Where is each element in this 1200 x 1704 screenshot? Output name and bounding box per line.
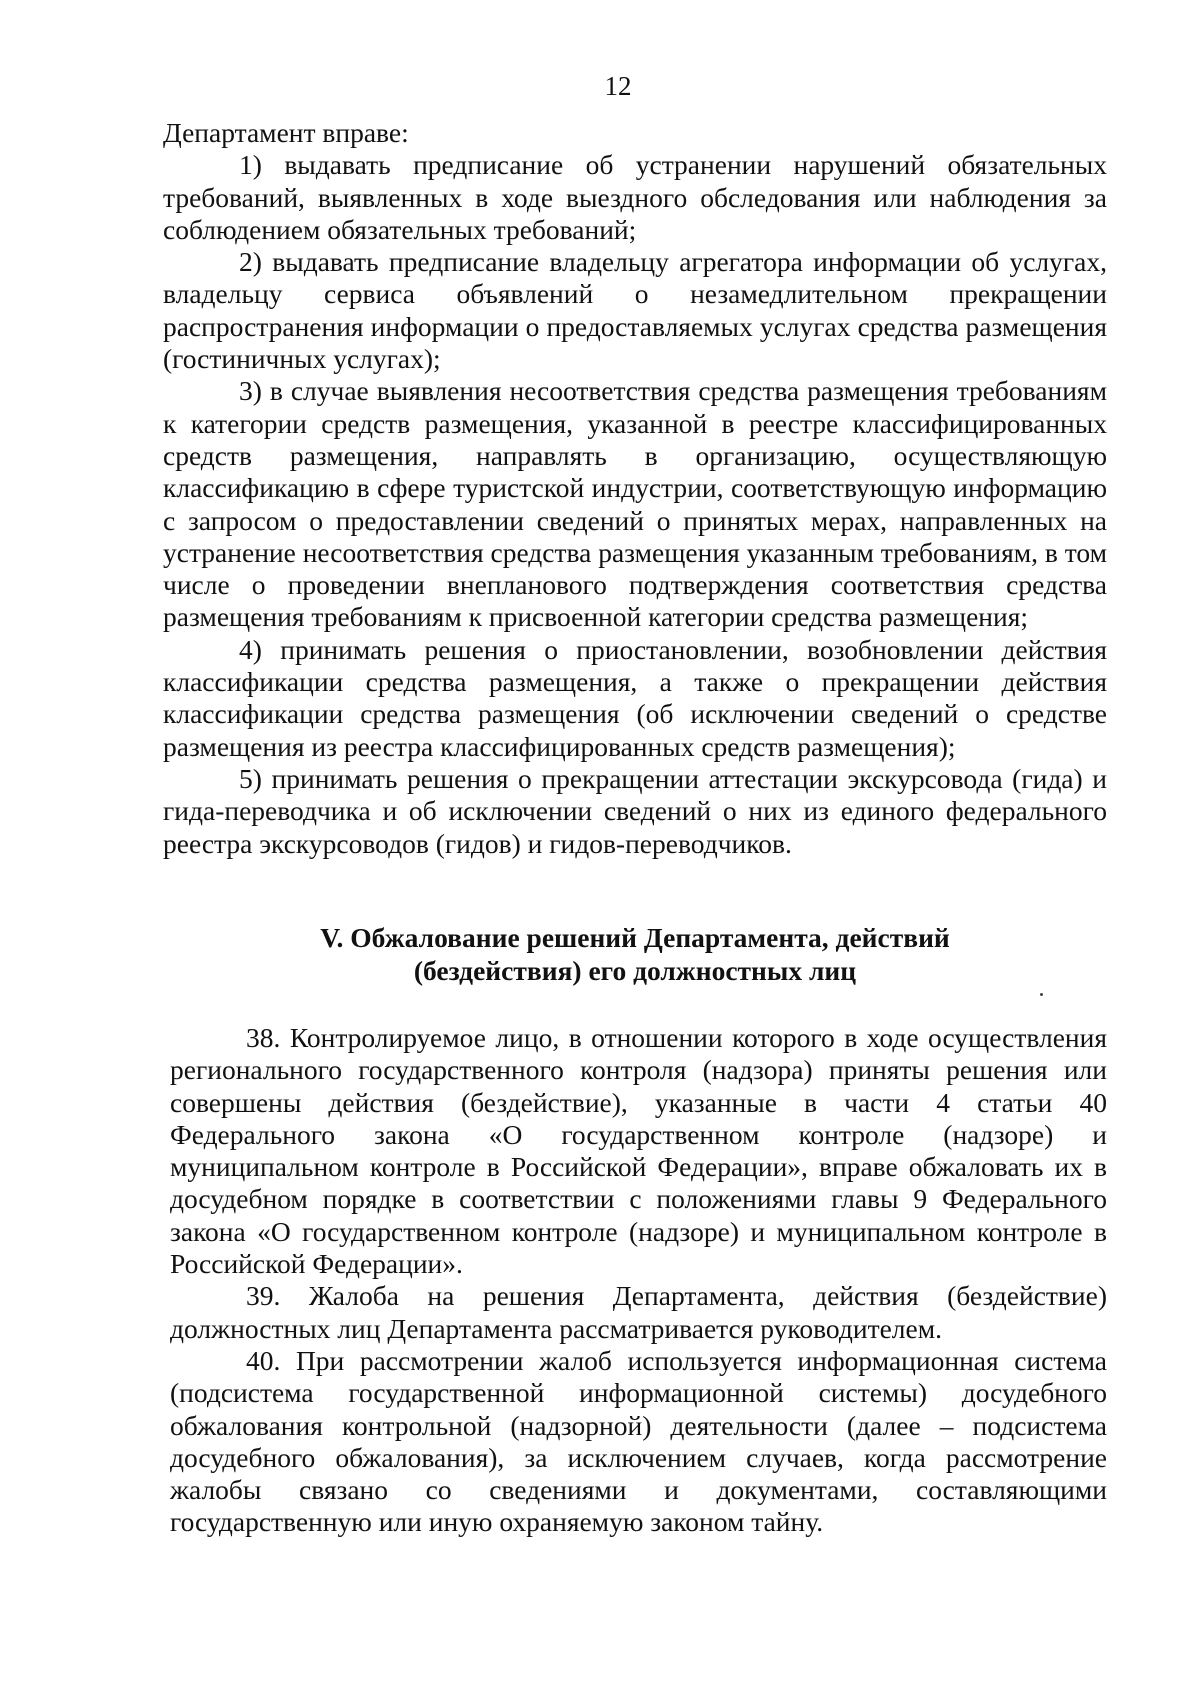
powers-intro: Департамент вправе:: [163, 117, 409, 148]
power-item-2: 2) выдавать предписание владельцу агрегатора информации об услугах, владельцу сервиса объявлений о незамедлительном прекращении распространения информации о предоставляемых услугах средства размещения (гостиничных услугах);: [163, 246, 1107, 375]
scan-speck: [1040, 993, 1043, 996]
clause-40: 40. При рассмотрении жалоб используется информационная система (подсистема государственной информационной системы) досудебного обжалования контрольной (надзорной) деятельности (далее – подсистема досудебного обжалования), за исключением случаев, когда рассмотрение жалобы связано со сведениями и документами, составляющими государственную или иную охраняемую законом тайну.: [170, 1344, 1107, 1538]
power-item-4: 4) принимать решения о приостановлении, возобновлении действия классификации средства размещения, а также о прекращении действия классификации средства размещения (об исключении сведений о средстве размещения из реестра классифицированных средств размещения);: [163, 633, 1107, 762]
power-item-1: 1) выдавать предписание об устранении нарушений обязательных требований, выявленных в ходе выездного обследования или наблюдения за соблюдением обязательных требований;: [163, 149, 1107, 245]
section-v-heading: [163, 922, 1107, 987]
power-item-5: 5) принимать решения о прекращении аттестации экскурсовода (гида) и гида-переводчика и об исключении сведений о них из единого федерального реестра экскурсоводов (гидов) и гидов-переводчиков.: [163, 762, 1107, 859]
appeal-section: [170, 1022, 1107, 1539]
section-v-heading-line-2: (бездействия) его должностных лиц: [413, 954, 857, 986]
section-v-heading-line-1: V. Обжалование решений Департамента, действий: [320, 922, 950, 953]
clause-38: 38. Контролируемое лицо, в отношении которого в ходе осуществления регионального государственного контроля (надзора) приняты решения или совершены действия (бездействие), указанные в части 4 статьи 40 Федерального закона «О государственном контроле (надзоре) и муниципальном контроле в Российской Федерации», вправе обжаловать их в досудебном порядке в соответствии с положениями главы 9 Федерального закона «О государственном контроле (надзоре) и муниципальном контроле в Российской Федерации».: [170, 1022, 1107, 1280]
page-number: 12: [604, 71, 632, 101]
clause-39: 39. Жалоба на решения Департамента, действия (бездействие) должностных лиц Департамента рассматривается руководителем.: [170, 1280, 1107, 1344]
power-item-3: 3) в случае выявления несоответствия средства размещения требованиям к категории средств размещения, указанной в реестре классифицированных средств размещения, направлять в организацию, осуществляющую классификацию в сфере туристской индустрии, соответствующую информацию с запросом о предоставлении сведений о принятых мерах, направленных на устранение несоответствия средства размещения указанным требованиям, в том числе о проведении внепланового подтверждения соответствия средства размещения требованиям к присвоенной категории средства размещения;: [163, 375, 1108, 633]
powers-section: [163, 117, 1107, 860]
